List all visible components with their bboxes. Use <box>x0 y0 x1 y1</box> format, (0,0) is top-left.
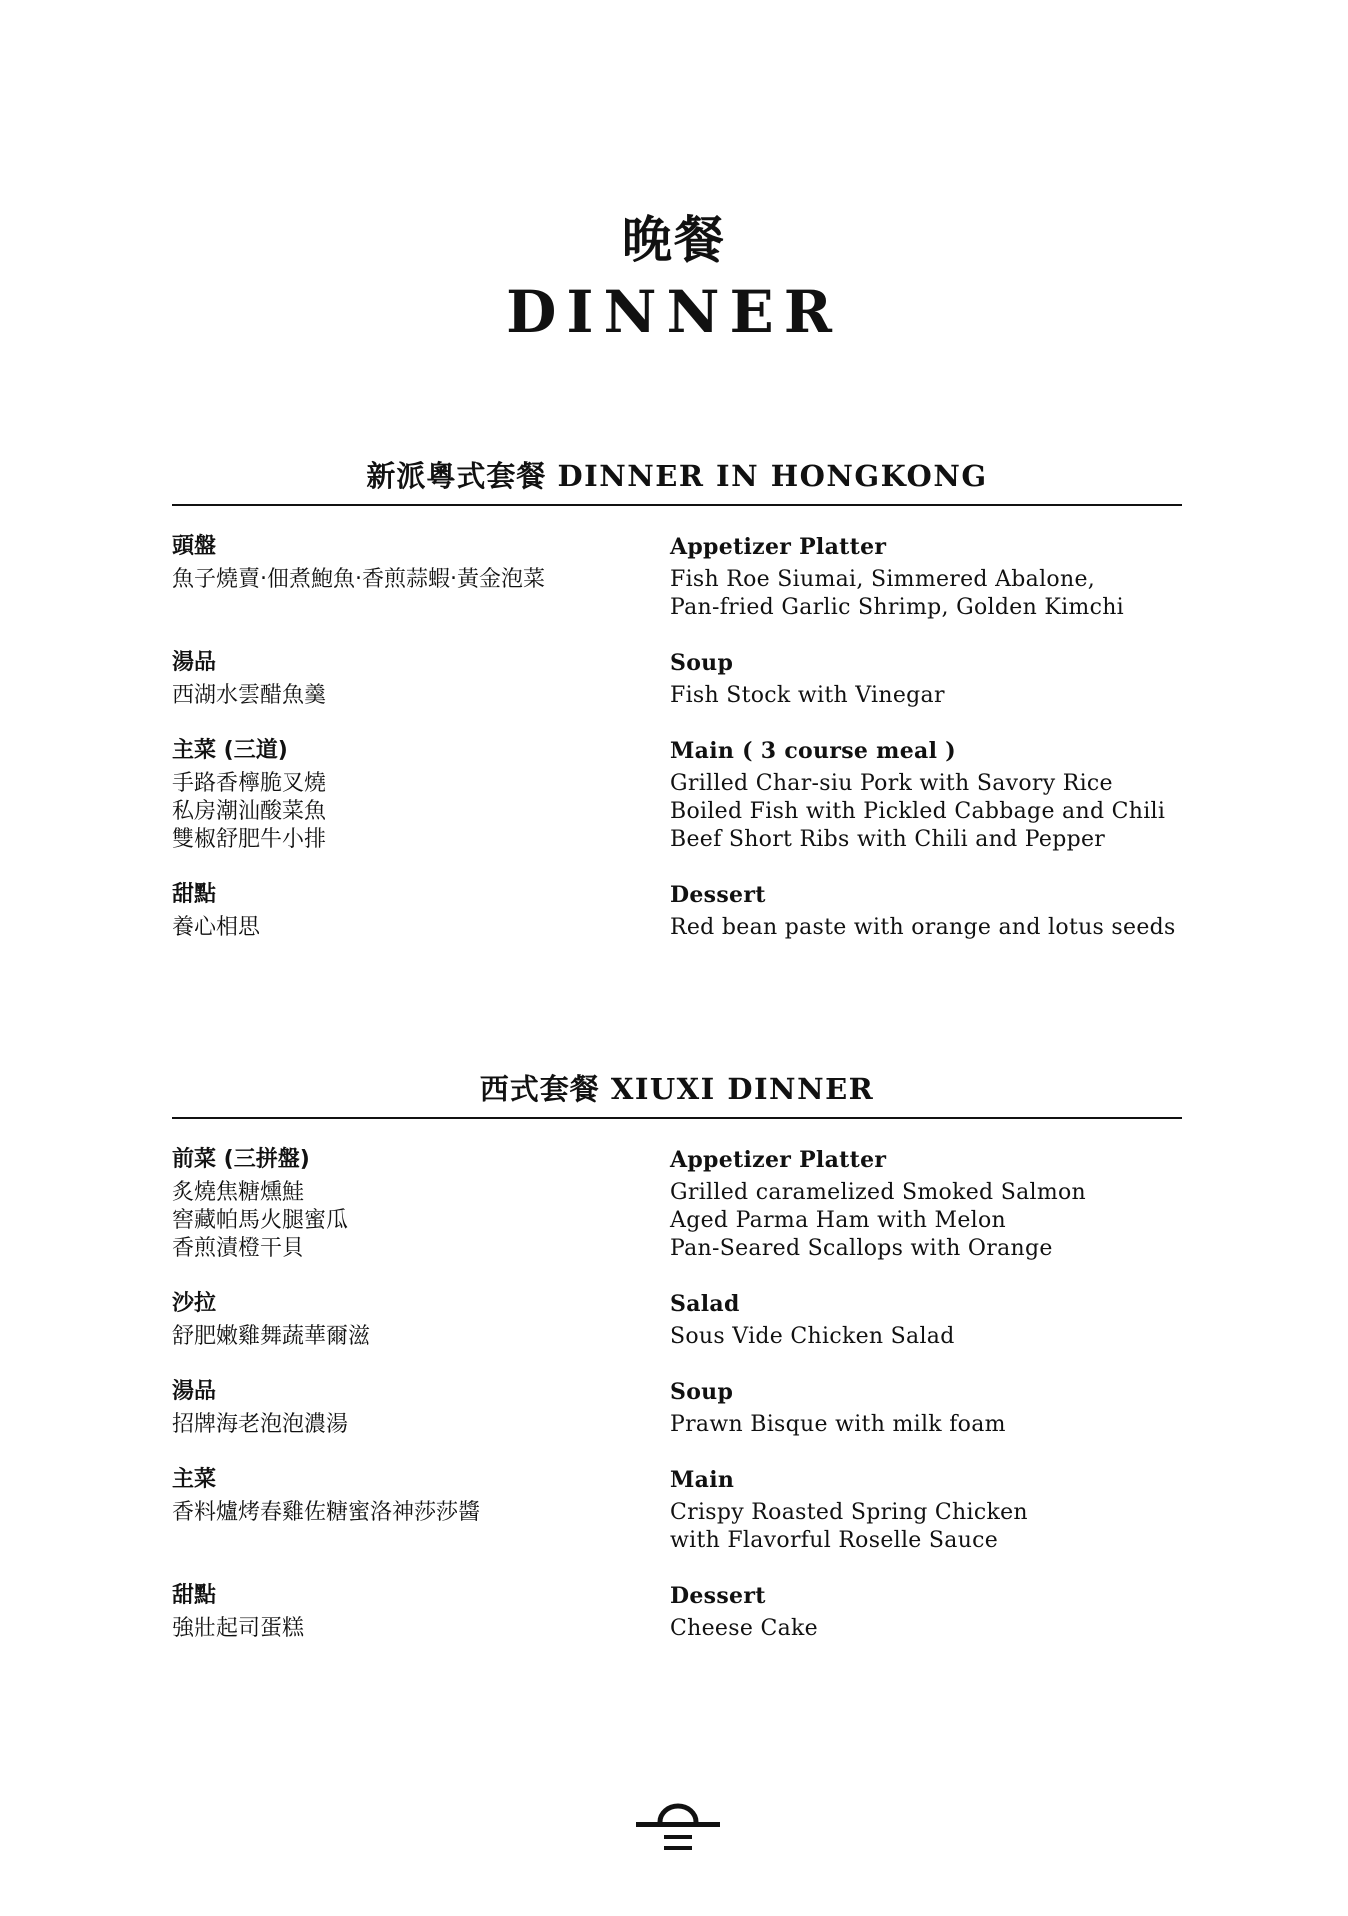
course-item-en: Red bean paste with orange and lotus seeds <box>670 915 1176 940</box>
course-item-en: Grilled caramelized Smoked Salmon <box>670 1180 1087 1205</box>
course-label-cn: 甜點 <box>172 1583 217 1608</box>
course-label-cn: 沙拉 <box>172 1291 217 1316</box>
course-item-en: Fish Stock with Vinegar <box>670 683 945 708</box>
page-title-cn: 晚餐 <box>622 211 726 269</box>
course-dessert <box>172 1581 1182 1643</box>
course-item-en: Fish Roe Siumai, Simmered Abalone, <box>670 567 1096 592</box>
course-dessert <box>172 880 1182 942</box>
menu-section-xiuxi <box>172 1069 1182 1669</box>
course-item-cn: 招牌海老泡泡濃湯 <box>172 1412 349 1437</box>
course-label-cn: 主菜 (三道) <box>172 738 288 763</box>
course-item-cn: 手路香檸脆叉燒 <box>172 771 327 796</box>
course-appetizer <box>172 1145 1182 1263</box>
course-salad <box>172 1289 1182 1351</box>
course-item-cn: 私房潮汕酸菜魚 <box>172 799 327 824</box>
course-item-cn: 窖藏帕馬火腿蜜瓜 <box>172 1208 349 1233</box>
section-title <box>172 1069 1182 1109</box>
section-title-en: XIUXI DINNER <box>610 1072 875 1106</box>
course-label-en: Soup <box>670 650 734 676</box>
course-label-en: Salad <box>670 1291 740 1317</box>
course-item-en: Beef Short Ribs with Chili and Pepper <box>670 827 1106 852</box>
course-label-en: Appetizer Platter <box>670 534 887 560</box>
course-label-en: Dessert <box>670 1583 766 1609</box>
course-item-en: Grilled Char-siu Pork with Savory Rice <box>670 771 1113 796</box>
course-label-cn: 湯品 <box>172 650 217 675</box>
section-divider <box>172 1117 1182 1119</box>
course-soup <box>172 648 1182 710</box>
course-label-cn: 主菜 <box>172 1467 217 1492</box>
course-item-cn: 舒肥嫩雞舞蔬華爾滋 <box>172 1324 371 1349</box>
section-title-cn: 新派粵式套餐 <box>366 459 547 493</box>
course-label-en: Dessert <box>670 882 766 908</box>
course-appetizer <box>172 532 1182 622</box>
course-label-en: Main ( 3 course meal ) <box>670 738 956 764</box>
course-item-cn: 西湖水雲醋魚羹 <box>172 683 327 708</box>
course-label-cn: 湯品 <box>172 1379 217 1404</box>
course-item-cn: 養心相思 <box>172 915 261 940</box>
course-label-cn: 前菜 (三拼盤) <box>172 1147 310 1172</box>
sunrise-logo-icon <box>636 1802 720 1858</box>
course-label-cn: 頭盤 <box>172 534 217 559</box>
page-title-en: DINNER <box>506 278 842 346</box>
course-item-cn: 魚子燒賣‧佃煮鮑魚‧香煎蒜蝦‧黃金泡菜 <box>172 567 545 592</box>
course-soup <box>172 1377 1182 1439</box>
course-item-cn: 強壯起司蛋糕 <box>172 1616 305 1641</box>
page-header <box>0 210 1348 344</box>
course-item-en: Prawn Bisque with milk foam <box>670 1412 1006 1437</box>
course-item-en: Pan-Seared Scallops with Orange <box>670 1236 1053 1261</box>
course-item-en: Sous Vide Chicken Salad <box>670 1324 955 1349</box>
section-title-cn: 西式套餐 <box>479 1072 600 1106</box>
course-label-en: Soup <box>670 1379 734 1405</box>
course-item-en: Boiled Fish with Pickled Cabbage and Chili <box>670 799 1166 824</box>
course-item-en: Crispy Roasted Spring Chicken <box>670 1500 1028 1525</box>
course-item-cn: 香煎漬橙干貝 <box>172 1236 305 1261</box>
course-label-cn: 甜點 <box>172 882 217 907</box>
section-divider <box>172 504 1182 506</box>
course-item-cn: 炙燒焦糖燻鮭 <box>172 1180 305 1205</box>
menu-section-hongkong <box>172 456 1182 968</box>
section-title <box>172 456 1182 496</box>
course-item-en: Pan-fried Garlic Shrimp, Golden Kimchi <box>670 595 1125 620</box>
course-item-en: Cheese Cake <box>670 1616 818 1641</box>
course-item-cn: 香料爐烤春雞佐糖蜜洛神莎莎醬 <box>172 1500 481 1525</box>
section-title-en: DINNER IN HONGKONG <box>557 459 988 493</box>
course-main <box>172 736 1182 854</box>
course-label-en: Appetizer Platter <box>670 1147 887 1173</box>
course-main <box>172 1465 1182 1555</box>
course-item-en: with Flavorful Roselle Sauce <box>670 1528 999 1553</box>
course-item-en: Aged Parma Ham with Melon <box>670 1208 1007 1233</box>
course-label-en: Main <box>670 1467 735 1493</box>
course-item-cn: 雙椒舒肥牛小排 <box>172 827 327 852</box>
